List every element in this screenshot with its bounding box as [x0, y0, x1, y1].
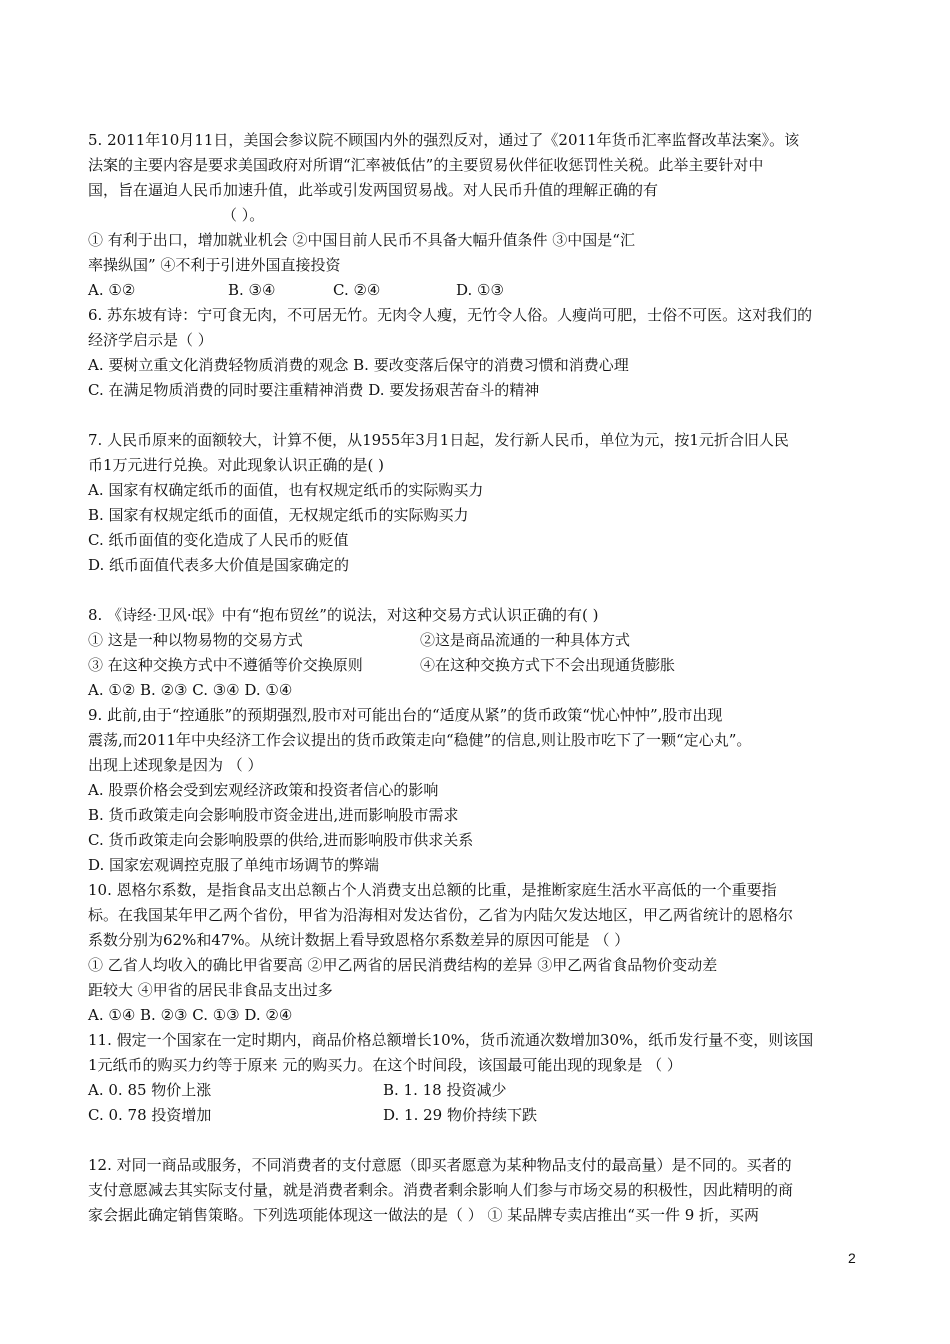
q6-line-2: 经济学启示是（ ）	[88, 331, 213, 349]
q9-option-d: D. 国家宏观调控克服了单纯市场调节的弊端	[88, 856, 380, 874]
q11-option-a: A. 0. 85 物价上涨	[88, 1081, 212, 1099]
q7-option-b: B. 国家有权规定纸币的面值，无权规定纸币的实际购买力	[88, 506, 469, 524]
q5-option-c: C. ②④	[333, 281, 381, 299]
q10-statements-2: 距较大 ④甲省的居民非食品支出过多	[88, 981, 333, 999]
q5-line-3: 国，旨在逼迫人民币加速升值，此举或引发两国贸易战。对人民币升值的理解正确的有	[88, 181, 659, 199]
q5-line-1: 5. 2011年10月11日，美国会参议院不顾国内外的强烈反对，通过了《2011年货币汇率监督改革法案》。该	[88, 131, 800, 149]
q6-options-ab: A. 要树立重文化消费轻物质消费的观念 B. 要改变落后保守的消费习惯和消费心理	[88, 356, 629, 374]
q8-statement-1: ① 这是一种以物易物的交易方式	[88, 631, 303, 649]
q9-option-b: B. 货币政策走向会影响股市资金进出,进而影响股市需求	[88, 806, 459, 824]
q8-line-1: 8. 《诗经·卫风·氓》中有“抱布贸丝”的说法，对这种交易方式认识正确的有( )	[88, 606, 599, 624]
q11-option-d: D. 1. 29 物价持续下跌	[383, 1106, 537, 1124]
q9-option-a: A. 股票价格会受到宏观经济政策和投资者信心的影响	[88, 781, 439, 799]
q11-line-2: 1元纸币的购买力约等于原来 元的购买力。在这个时间段，该国最可能出现的现象是 （ ）	[88, 1056, 682, 1074]
q5-line-2: 法案的主要内容是要求美国政府对所谓“汇率被低估”的主要贸易伙伴征收惩罚性关税。此举主要针对中	[88, 156, 764, 174]
q5-answer-blank: （ ）。	[222, 206, 265, 224]
q9-line-3: 出现上述现象是因为 （ ）	[88, 756, 263, 774]
q10-line-3: 系数分别为62%和47%。从统计数据上看导致恩格尔系数差异的原因可能是 （ ）	[88, 931, 630, 949]
q10-line-1: 10. 恩格尔系数，是指食品支出总额占个人消费支出总额的比重，是推断家庭生活水平高低的一个重要指	[88, 881, 777, 899]
q5-option-b: B. ③④	[228, 281, 276, 299]
q12-line-2: 支付意愿减去其实际支付量，就是消费者剩余。消费者剩余影响人们参与市场交易的积极性，因此精明的商	[88, 1181, 794, 1199]
q9-line-1: 9. 此前,由于“控通胀”的预期强烈,股市对可能出台的“适度从紧”的货币政策“忧心忡忡”,股市出现	[88, 706, 723, 724]
q5-statements-1: ① 有利于出口，增加就业机会 ②中国目前人民币不具备大幅升值条件 ③中国是“汇	[88, 231, 635, 249]
q11-option-b: B. 1. 18 投资减少	[383, 1081, 507, 1099]
q8-answers: A. ①② B. ②③ C. ③④ D. ①④	[88, 681, 293, 699]
q10-line-2: 标。在我国某年甲乙两个省份，甲省为沿海相对发达省份，乙省为内陆欠发达地区，甲乙两省统计的恩格尔	[88, 906, 794, 924]
q6-options-cd: C. 在满足物质消费的同时要注重精神消费 D. 要发扬艰苦奋斗的精神	[88, 381, 540, 399]
page-number: 2	[848, 1250, 856, 1266]
q12-line-3: 家会据此确定销售策略。下列选项能体现这一做法的是（ ） ① 某品牌专卖店推出“买一件 9 折，买两	[88, 1206, 760, 1224]
q5-statements-2: 率操纵国” ④不利于引进外国直接投资	[88, 256, 341, 274]
q8-statement-4: ④在这种交换方式下不会出现通货膨胀	[420, 656, 676, 674]
q7-option-d: D. 纸币面值代表多大价值是国家确定的	[88, 556, 350, 574]
q7-option-a: A. 国家有权确定纸币的面值，也有权规定纸币的实际购买力	[88, 481, 484, 499]
q10-statements-1: ① 乙省人均收入的确比甲省要高 ②甲乙两省的居民消费结构的差异 ③甲乙两省食品物价变动差	[88, 956, 718, 974]
q7-line-2: 币1万元进行兑换。对此现象认识正确的是( )	[88, 456, 385, 474]
q5-option-d: D. ①③	[456, 281, 504, 299]
q11-line-1: 11. 假定一个国家在一定时期内，商品价格总额增长10%，货币流通次数增加30%，纸币发行量不变，则该国	[88, 1031, 814, 1049]
q6-line-1: 6. 苏东坡有诗：宁可食无肉，不可居无竹。无肉令人瘦，无竹令人俗。人瘦尚可肥，士俗不可医。这对我们的	[88, 306, 813, 324]
q8-statement-3: ③ 在这种交换方式中不遵循等价交换原则	[88, 656, 363, 674]
q8-statement-2: ②这是商品流通的一种具体方式	[420, 631, 631, 649]
q7-option-c: C. 纸币面值的变化造成了人民币的贬值	[88, 531, 349, 549]
q7-line-1: 7. 人民币原来的面额较大，计算不便，从1955年3月1日起，发行新人民币，单位为元，按1元折合旧人民	[88, 431, 789, 449]
q5-option-a: A. ①②	[88, 281, 136, 299]
q11-option-c: C. 0. 78 投资增加	[88, 1106, 212, 1124]
q9-option-c: C. 货币政策走向会影响股票的供给,进而影响股市供求关系	[88, 831, 474, 849]
q12-line-1: 12. 对同一商品或服务，不同消费者的支付意愿（即买者愿意为某种物品支付的最高量）是不同的。买者的	[88, 1156, 792, 1174]
q9-line-2: 震荡,而2011年中央经济工作会议提出的货币政策走向“稳健”的信息,则让股市吃下了一颗“定心丸”。	[88, 731, 752, 749]
q10-answers: A. ①④ B. ②③ C. ①③ D. ②④	[88, 1006, 293, 1024]
